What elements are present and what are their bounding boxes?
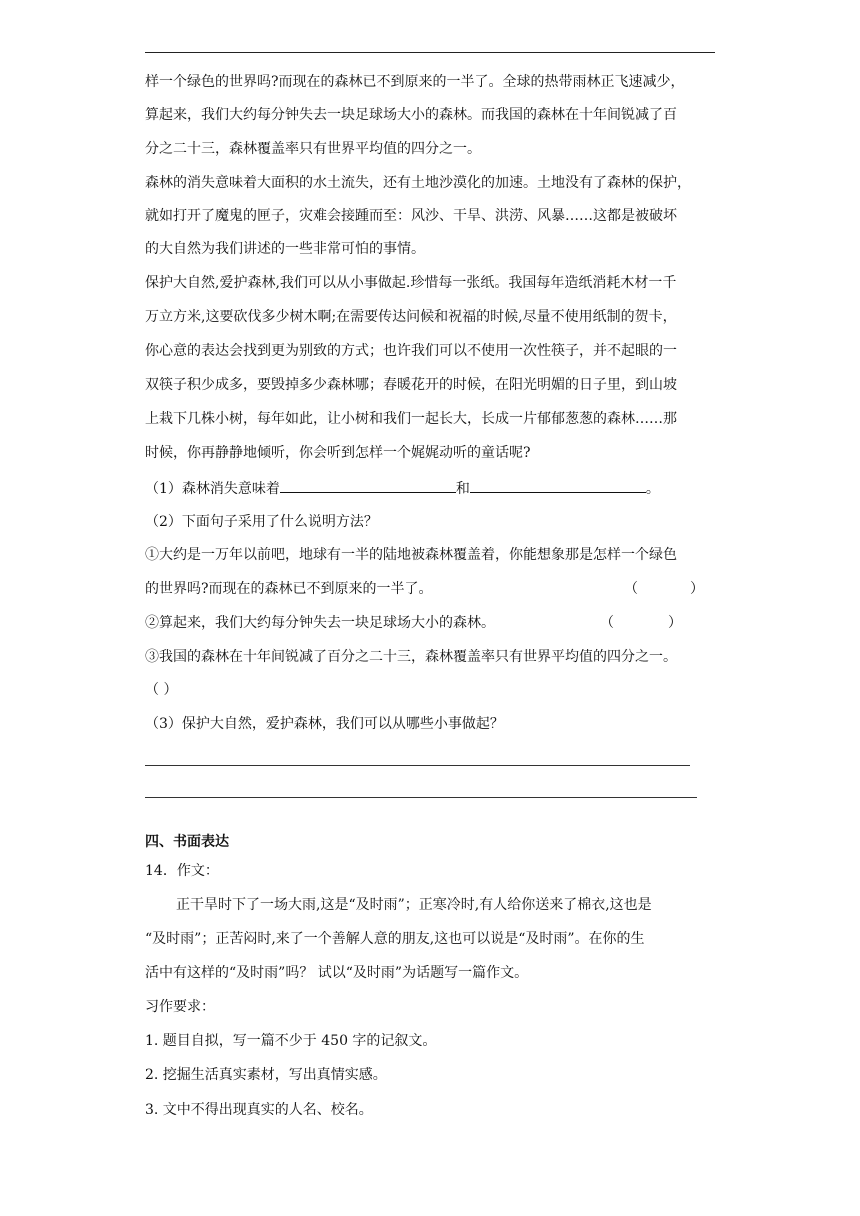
question-3-stem: （3）保护大自然，爱护森林，我们可以从哪些小事做起？ [145,716,504,732]
question-1-prefix: （1）森林消失意味着 [145,481,280,497]
answer-line[interactable] [145,797,697,798]
section-heading: 四、书面表达 [145,834,229,850]
requirement-item: 1. 题目自拟，写一篇不少于 450 字的记叙文。 [145,1033,437,1049]
question-14-title: 14．作文： [145,863,219,879]
answer-line[interactable] [145,765,690,766]
passage-line: 样一个绿色的世界吗?而现在的森林已不到原来的一半了。全球的热带雨林正飞速减少， [145,74,685,90]
question-2-item-1: ①大约是一万年以前吧，地球有一半的陆地被森林覆盖着，你能想象那是怎样一个绿色 [145,547,677,563]
passage-line: 双筷子积少成多，要毁掉多少森林哪；春暖花开的时候，在阳光明媚的日子里，到山坡 [145,377,677,393]
question-1 [145,479,660,498]
answer-paren-open[interactable]: （ [600,615,614,631]
answer-blank-2[interactable] [470,479,646,493]
question-2-stem: （2）下面句子采用了什么说明方法？ [145,514,378,530]
passage-line: 你心意的表达会找到更为别致的方式；也许我们可以不使用一次性筷子，并不起眼的一 [145,343,677,359]
passage-line: 的大自然为我们讲述的一些非常可怕的事情。 [145,241,425,257]
answer-paren-close[interactable]: ） [690,581,704,597]
passage-line: 保护大自然,爱护森林,我们可以从小事做起.珍惜每一张纸。我国每年造纸消耗木材一千 [145,275,677,291]
question-2-item-3: ③我国的森林在十年间锐减了百分之二十三，森林覆盖率只有世界平均值的四分之一。 [145,649,677,665]
passage-line: 上栽下几株小树，每年如此，让小树和我们一起长大，长成一片郁郁葱葱的森林……那 [145,411,677,427]
answer-paren-open[interactable]: （ [624,581,638,597]
answer-blank-1[interactable] [280,479,456,493]
answer-paren-close[interactable]: ） [668,615,682,631]
requirements-title: 习作要求： [145,999,215,1015]
question-1-suffix: 。 [645,481,660,497]
passage-line: 算起来，我们大约每分钟失去一块足球场大小的森林。而我国的森林在十年间锐减了百 [145,107,677,123]
passage-line: 分之二十三，森林覆盖率只有世界平均值的四分之一。 [145,141,481,157]
passage-line: 万立方米,这要砍伐多少树木啊;在需要传达问候和祝福的时候,尽量不使用纸制的贺卡， [145,309,677,325]
passage-line: 就如打开了魔鬼的匣子，灾难会接踵而至：风沙、干旱、洪涝、风暴……这都是被破坏 [145,208,677,224]
question-2-item-1: 的世界吗?而现在的森林已不到原来的一半了。 [145,581,433,597]
passage-line: 森林的消失意味着大面积的水土流失，还有土地沙漠化的加速。土地没有了森林的保护， [145,175,691,191]
header-rule [145,52,715,53]
requirement-item: 2. 挖掘生活真实素材，写出真情实感。 [145,1067,387,1083]
essay-prompt-line: 活中有这样的“及时雨”吗？ 试以“及时雨”为话题写一篇作文。 [145,965,529,981]
essay-prompt-line: 正干旱时下了一场大雨,这是“及时雨”；正寒冷时,有人给你送来了棉衣,这也是 [176,897,652,913]
question-2-item-2: ②算起来，我们大约每分钟失去一块足球场大小的森林。 [145,615,495,631]
answer-paren[interactable]: （ ） [145,682,178,698]
requirement-item: 3. 文中不得出现真实的人名、校名。 [145,1102,373,1118]
passage-line: 时候，你再静静地倾听，你会听到怎样一个娓娓动听的童话呢? [145,445,531,461]
question-1-middle: 和 [455,481,470,497]
essay-prompt-line: “及时雨”；正苦闷时,来了一个善解人意的朋友,这也可以说是“及时雨”。在你的生 [145,931,645,947]
